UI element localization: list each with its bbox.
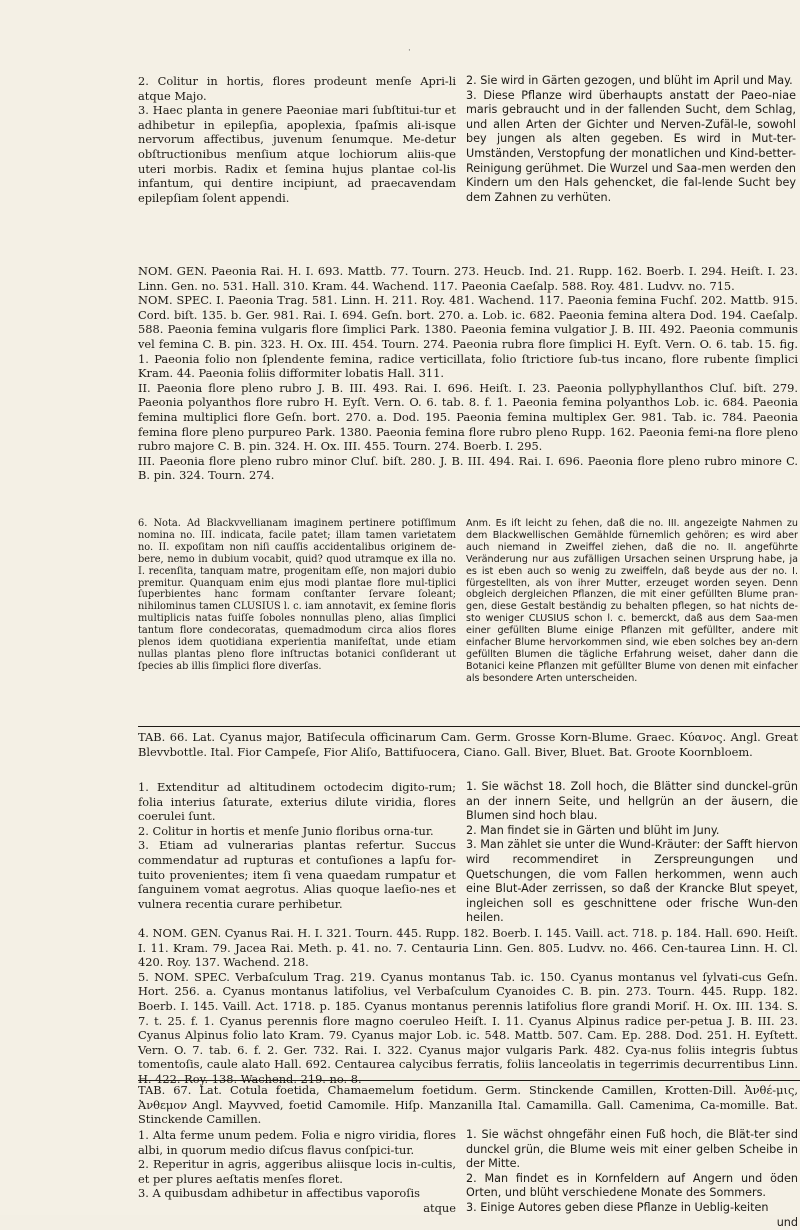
german-column-paeonia bbox=[466, 74, 796, 205]
nomenclature-cyanus bbox=[138, 926, 798, 1087]
german-paragraph: 1. Sie wächst 18. Zoll hoch, die Blätter sind dunckel-grün an der innern Seite, und hellgrün an der äusern, die Blumen sind hoch blau. bbox=[466, 780, 798, 823]
german-paragraph: 3. Diese Pflanze wird überhaupts anstatt der Paeo-niae maris gebraucht und in der fallenden Sucht, dem Schlag, und allen Arten der Gichter und Nerven-Zufäl-le, sowohl bey jungen als alten gegeben. Es wird in Mut-ter-Umständen, Verstopfung der monatlichen und Kind-better-Reinigung gerühmet. Die Wurzel und Saa-men werden den Kindern um den Hals gehencket, die fal-lende Sucht bey dem Zahnen zu verhüten. bbox=[466, 88, 796, 204]
tab-67-title: TAB. 67. Lat. Cotula foetida, Chamaemelum foetidum. Germ. Stinckende Camillen, Krotten-Dill. Ἀνθέ-μις, Ἀνθεμον Angl. Mayvved, foetid Camomile. Hiſp. Manzanilla Ital. Camamilla. Gall. Camenima, Ca-momille. Bat. Stinckende Camillen. bbox=[138, 1083, 798, 1127]
anmerkung-paragraph: Anm. Es iſt leicht zu ſehen, daß die no. III. angezeigte Nahmen zu dem Blackwellischen Gemählde fürnemlich gehören; es wird aber auch niemand in Zweiffel ziehen, daß die no. II. angeführte Veränderung nur aus zufälligen Ursachen seinen Ursprung habe, ja es ist eben auch so wenig zu zweiffeln, daß beyde aus der no. I. fürgestellten, als von ihrer Mutter, erzeuget worden seyen. Denn obgleich dergleichen Pflanzen, die mit einer gefüllten Blume pran-gen, diese Gestalt beständig zu behalten pflegen, so hat nichts de-sto weniger CLUSIUS schon l. c. bemerckt, daß aus dem Saa-men einer gefüllten Blume einige Pflanzen mit gefüllter, andere mit einfacher Blume hervorkommen sind, wie eben solches bey an-dern gefüllten Blumen die tägliche Erfahrung weiset, daher dann die Botanici keine Pflanzen mit gefüllter Blume von denen mit einfacher als besondere Arten unterscheiden. bbox=[466, 518, 798, 684]
nom-gen-paragraph: NOM. GEN. Paeonia Rai. H. I. 693. Mattb. 77. Tourn. 273. Heucb. Ind. 21. Rupp. 162. Boerb. I. 294. Heiſt. I. 23. Linn. Gen. no. 531. Hall. 310. Kram. 44. Wachend. 117. Paeonia Caeſalp. 588. Roy. 481. Ludvv. no. 715. bbox=[138, 264, 798, 293]
german-paragraph: 3. Einige Autores geben diese Pflanze in Ueblig-keiten bbox=[466, 1200, 769, 1214]
page-mark: · bbox=[408, 46, 411, 56]
nom-spec-paragraph: NOM. SPEC. I. Paeonia Trag. 581. Linn. H. 211. Roy. 481. Wachend. 117. Paeonia femina Fuchſ. 202. Mattb. 915. Cord. biſt. 135. b. Ger. 981. Rai. I. 694. Geſn. bort. 270. a. Lob. ic. 682. Paeonia femina altera Dod. 194. Caeſalp. 588. Paeonia femina vulgaris flore ſimplici Park. 1380. Paeonia femina vulgatior J. B. III. 492. Paeonia communis vel femina C. B. pin. 323. H. Ox. III. 454. Tourn. 274. Paeonia rubra flore ſimplici H. Eyſt. Vern. O. 6. tab. 15. fig. 1. Paeonia folio non ſplendente femina, radice verticillata, folio ſtrictiore ſub-tus incano, flore rubente ſimplici Kram. 44. Paeonia foliis difformiter lobatis Hall. 311. bbox=[138, 293, 798, 381]
variety-ii-paragraph: II. Paeonia flore pleno rubro J. B. III. 493. Rai. I. 696. Heiſt. I. 23. Paeonia pollyphyllanthos Cluſ. biſt. 279. Paeonia polyanthos flore rubro H. Eyſt. Vern. O. 6. tab. 8. f. 1. Paeonia femina polyanthos Lob. ic. 684. Paeonia femina multiplici flore Geſn. bort. 270. a. Dod. 195. Paeonia femina multiplex Ger. 981. Tab. ic. 784. Paeonia femina flore pleno purpureo Park. 1380. Paeonia femina flore rubro pleno Rupp. 162. Paeonia femi-na flore pleno rubro majore C. B. pin. 324. H. Ox. III. 455. Tourn. 274. Boerb. I. 295. bbox=[138, 380, 798, 454]
latin-paragraph: 2. Reperitur in agris, aggeribus aliisque locis in-cultis, et per plures aeſtatis menſes floret. bbox=[138, 1157, 456, 1186]
nom-gen-paragraph: 4. NOM. GEN. Cyanus Rai. H. I. 321. Tourn. 445. Rupp. 182. Boerb. I. 145. Vaill. act. 718. p. 184. Hall. 690. Heiſt. I. 11. Kram. 79. Jacea Rai. Meth. p. 41. no. 7. Centauria Linn. Gen. 805. Ludvv. no. 466. Cen-taurea Linn. H. Cl. 420. Roy. 137. Wachend. 218. bbox=[138, 926, 798, 970]
german-paragraph: 1. Sie wächst ohngefähr einen Fuß hoch, die Blät-ter sind dunckel grün, die Blume weis mit einer gelben Scheibe in der Mitte. bbox=[466, 1128, 798, 1171]
german-column-cyanus bbox=[466, 780, 798, 926]
latin-note bbox=[138, 518, 456, 673]
section-divider bbox=[138, 1080, 800, 1081]
section-divider bbox=[138, 726, 800, 727]
variety-iii-paragraph: III. Paeonia flore pleno rubro minor Cluſ. biſt. 280. J. B. III. 494. Rai. I. 696. Paeonia flore pleno rubro minore C. B. pin. 324. Tourn. 274. bbox=[138, 453, 798, 483]
tab-66-title: TAB. 66. Lat. Cyanus major, Batiſecula officinarum Cam. Germ. Grosse Korn-Blume. Graec. Κύανος. Angl. Great Blevvbottle. Ital. Fior Campeſe, Fior Aliſo, Battifuocera, Ciano. Gall. Biver, Bluet. Bat. Groote Koornbloem. bbox=[138, 730, 798, 759]
latin-paragraph: 2. Colitur in hortis, flores prodeunt menſe Apri-li atque Majo. bbox=[138, 74, 456, 103]
german-paragraph: 2. Sie wird in Gärten gezogen, und blüht im April und May. bbox=[466, 74, 793, 87]
nomenclature-paeonia bbox=[138, 264, 798, 483]
latin-paragraph: 3. Haec planta in genere Paeoniae mari ſubſtitui-tur et adhibetur in epilepſia, apoplexia, ſpaſmis ali-isque nervorum affectibus, juvenum ſenumque. Me-detur obſtructionibus menſium atque lochiorum aliis-que uteri morbis. Radix et ſemina hujus plantae col-lis infantum, qui dentire incipiunt, ad praecavendam epilepſiam ſolent appendi. bbox=[138, 103, 456, 205]
german-paragraph: 2. Man findet sie in Gärten und blüht im Juny. bbox=[466, 823, 720, 837]
latin-paragraph: 3. A quibusdam adhibetur in affectibus vaporoſis bbox=[138, 1186, 420, 1201]
tab-66-header bbox=[138, 730, 798, 759]
nom-spec-paragraph: 5. NOM. SPEC. Verbaſculum Trag. 219. Cyanus montanus Tab. ic. 150. Cyanus montanus vel ſylvati-cus Geſn. Hort. 256. a. Cyanus montanus latifolius, vel Verbaſculum Cyanoides C. B. pin. 273. Tourn. 445. Rupp. 182. Boerb. I. 145. Vaill. Act. 1718. p. 185. Cyanus montanus perennis latifolius flore grandi Moriſ. H. Ox. III. 134. S. 7. t. 25. f. 1. Cyanus perennis flore magno coeruleo Heiſt. I. 11. Cyanus Alpinus radice per-petua J. B. III. 23. Cyanus Alpinus folio lato Kram. 79. Cyanus major Lob. ic. 548. Mattb. 507. Cam. Ep. 288. Dod. 251. H. Eyſtett. Vern. O. 7. tab. 6. f. 2. Ger. 732. Rai. I. 322. Cyanus major vulgaris Park. 482. Cya-nus foliis integris ſubtus tomentoſis, caule alato Hall. 692. Centaurea calycibus ferratis, foliis lanceolatis in tegerrimis decurrentibus Linn. H. 422. Roy. 138. Wachend. 219. no. 8. bbox=[138, 969, 798, 1086]
german-paragraph: 3. Man zählet sie unter die Wund-Kräuter: der Safft hiervon wird recommendiret in Zerspreungungen und Quetschungen, die vom Fallen herkommen, wenn auch eine Blut-Ader zerrissen, so daß der Krancke Blut speyet, ingleichen soll es geschnittene oder frische Wun-den heilen. bbox=[466, 838, 798, 925]
tab-67-header bbox=[138, 1083, 798, 1127]
catchword: atque bbox=[423, 1200, 456, 1215]
german-note bbox=[466, 518, 798, 685]
nota-paragraph: 6. Nota. Ad Blackvvellianam imaginem pertinere potiſſimum nomina no. III. indicata, facile patet; illam tamen varietatem no. II. expoſitam non niſi cauſſis accidentalibus originem de-bere, nemo in dubium vocabit, quid? quod utramque ex illa no. I. recenſita, tanquam matre, progenitam eſſe, non majori dubio premitur. Quanquam enim ejus modi plantae flore mul-tiplici ſuperbientes hanc formam conſtanter ſervare ſoleant; nihilominus tamen CLUSIUS l. c. iam annotavit, ex ſemine floris multiplicis natas fuiſſe ſoboles nonnullas pleno, alias ſimplici tantum flore condecoratas, quemadmodum circa alios flores plenos idem quotidiana experientia manifeſtat, unde etiam nullas plantas pleno flore inſtructas botanici conſiderant ut ſpecies ab illis ſimplici flore diverſas. bbox=[138, 518, 456, 672]
catchword: und bbox=[776, 1215, 798, 1229]
latin-column-cyanus bbox=[138, 780, 456, 911]
german-paragraph: 2. Man findet es in Kornfeldern auf Angern und öden Orten, und blüht verschiedene Monate des Sommers. bbox=[466, 1171, 798, 1200]
latin-paragraph: 3. Etiam ad vulnerarias plantas refertur. Succus commendatur ad rupturas et contuſiones a lapſu for-tuito provenientes; item ſi vena quaedam rumpatur et ſanguinem vomat aegrotus. Alias quoque laeſio-nes et vulnera recentia curare perhibetur. bbox=[138, 838, 456, 911]
latin-column-paeonia bbox=[138, 74, 456, 205]
latin-paragraph: 2. Colitur in hortis et menſe Junio floribus orna-tur. bbox=[138, 823, 434, 838]
latin-column-cotula bbox=[138, 1128, 456, 1216]
latin-paragraph: 1. Alta ferme unum pedem. Folia e nigro viridia, flores albi, in quorum medio diſcus flavus conſpici-tur. bbox=[138, 1128, 456, 1157]
german-column-cotula bbox=[466, 1128, 798, 1230]
latin-paragraph: 1. Extenditur ad altitudinem octodecim digito-rum; folia interius ſaturate, exterius dilute viridia, flores coerulei ſunt. bbox=[138, 780, 456, 824]
